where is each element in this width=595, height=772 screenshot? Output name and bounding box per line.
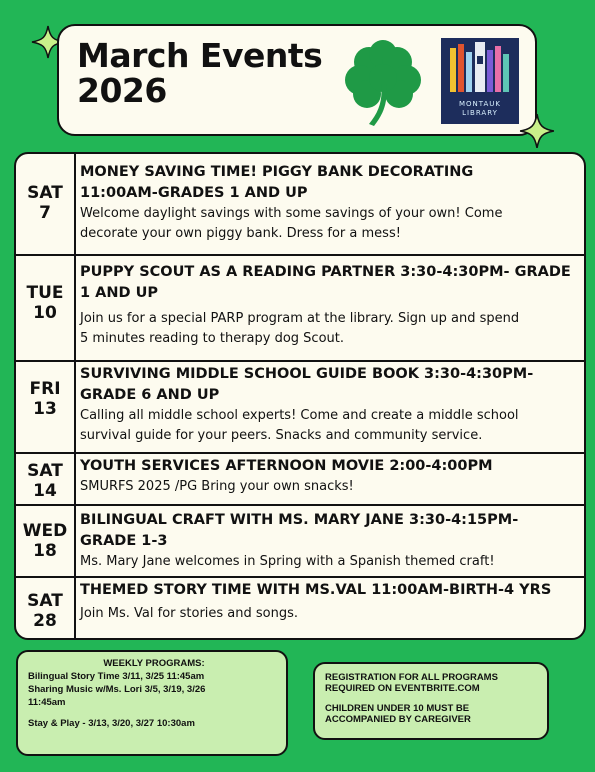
event-4: [80, 456, 580, 497]
events-table: [14, 152, 586, 640]
event-description: Join Ms. Val for stories and songs.: [80, 606, 299, 621]
caregiver-notice: CHILDREN UNDER 10 MUST BE: [325, 703, 470, 714]
event-6: [80, 580, 580, 624]
registration-text: REQUIRED ON EVENTBRITE.COM: [325, 683, 480, 694]
page-title: [77, 38, 322, 108]
row-divider: [16, 254, 584, 256]
event-date-6: SAT 28: [27, 591, 63, 631]
row-divider: [16, 576, 584, 578]
title-line-1: March Events: [77, 36, 323, 75]
event-description: Welcome daylight savings with some savings of your own! Come decorate your own piggy bank. Dress for a mess!: [80, 206, 503, 241]
registration-text: REGISTRATION FOR ALL PROGRAMS: [325, 672, 498, 683]
header-card: [57, 24, 537, 136]
weekly-item: Sharing Music w/Ms. Lori 3/5, 3/19, 3/26: [28, 684, 206, 695]
logo-text-1: MONTAUK: [458, 100, 502, 108]
event-date-2: TUE 10: [26, 283, 64, 323]
registration-box: [313, 662, 549, 740]
event-title: THEMED STORY TIME WITH MS.VAL 11:00AM-BIRTH-4 YRS: [80, 582, 552, 598]
event-description: Calling all middle school experts! Come and create a middle school survival guide for your peers. Snacks and community service.: [80, 408, 519, 443]
event-title: SURVIVING MIDDLE SCHOOL GUIDE BOOK 3:30-4:30PM- GRADE 6 AND UP: [80, 366, 534, 403]
event-description: SMURFS 2025 /PG Bring your own snacks!: [80, 479, 354, 494]
row-divider: [16, 452, 584, 454]
weekly-item-continued: 11:45am: [28, 697, 66, 708]
event-description: Ms. Mary Jane welcomes in Spring with a Spanish themed craft!: [80, 554, 495, 569]
event-title: BILINGUAL CRAFT WITH MS. MARY JANE 3:30-4:15PM- GRADE 1-3: [80, 512, 519, 549]
caregiver-notice: ACCOMPANIED BY CAREGIVER: [325, 714, 471, 725]
event-3: [80, 364, 580, 446]
event-title: YOUTH SERVICES AFTERNOON MOVIE 2:00-4:00PM: [80, 458, 493, 474]
weekly-programs-box: [16, 650, 288, 756]
event-date-4: SAT 14: [27, 461, 63, 501]
event-title: PUPPY SCOUT AS A READING PARTNER 3:30-4:30PM- GRADE 1 AND UP: [80, 264, 571, 301]
event-date-3: FRI 13: [29, 379, 61, 419]
library-books-icon: [441, 38, 519, 98]
sparkle-bottom-right-icon: [518, 112, 556, 150]
event-5: [80, 510, 580, 572]
event-2: [80, 262, 580, 349]
library-logo: [441, 38, 519, 124]
weekly-programs-title: WEEKLY PROGRAMS:: [103, 658, 205, 669]
weekly-item: Stay & Play - 3/13, 3/20, 3/27 10:30am: [28, 718, 195, 729]
logo-text-2: LIBRARY: [462, 109, 498, 117]
event-date-1: SAT 7: [27, 183, 63, 223]
event-description: Join us for a special PARP program at the library. Sign up and spend 5 minutes reading to therapy dog Scout.: [80, 311, 520, 346]
weekly-item: Bilingual Story Time 3/11, 3/25 11:45am: [28, 671, 205, 682]
row-divider: [16, 360, 584, 362]
event-1: [80, 162, 580, 244]
shamrock-icon: [343, 40, 423, 126]
event-title: MONEY SAVING TIME! PIGGY BANK DECORATING 11:00AM-GRADES 1 AND UP: [80, 164, 474, 201]
row-divider: [16, 504, 584, 506]
title-line-2: 2026: [77, 71, 167, 110]
column-divider: [74, 154, 76, 638]
event-date-5: WED 18: [22, 521, 68, 561]
